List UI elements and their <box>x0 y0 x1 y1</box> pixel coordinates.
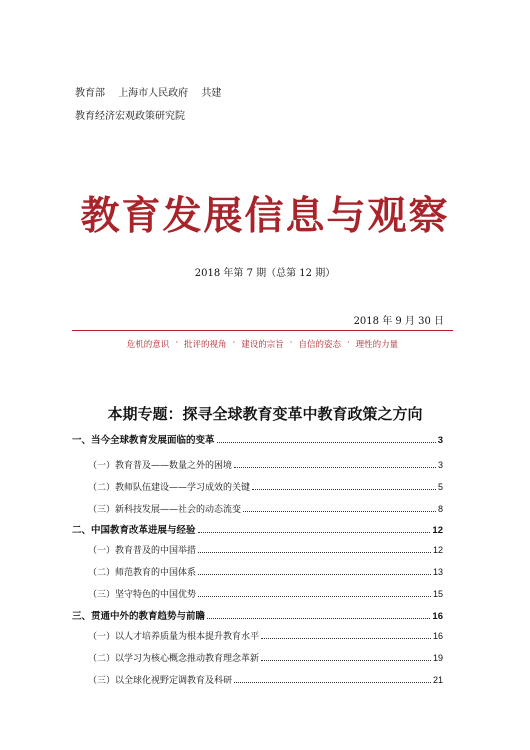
toc-entry-page: 3 <box>437 435 443 446</box>
co-built-label: 共建 <box>201 88 222 99</box>
toc-entry-title: （一）以人才培养质量为根本提升教育水平 <box>88 632 260 642</box>
sponsor-shanghai-gov: 上海市人民政府 <box>118 88 189 99</box>
toc-entry-title: 一、当今全球教育发展面临的变革 <box>72 435 215 446</box>
toc-entry-subsection[interactable] <box>72 629 443 642</box>
toc-entry-title: （三）坚守特色的中国优势 <box>88 590 197 600</box>
dot-leader <box>261 660 431 661</box>
toc-entry-title: 三、贯通中外的教育趋势与前瞻 <box>72 611 206 622</box>
toc-entry-subsection[interactable] <box>72 458 443 471</box>
dot-leader <box>234 682 431 683</box>
slogan-item: 危机的意识 <box>126 340 170 350</box>
separator-dot: · <box>232 338 236 348</box>
dot-leader <box>198 532 431 533</box>
dot-leader <box>243 511 436 512</box>
sponsors-line <box>75 84 231 99</box>
toc-entry-title: （二）师范教育的中国体系 <box>88 568 197 578</box>
toc-entry-page: 16 <box>432 631 443 641</box>
toc-entry-subsection[interactable] <box>72 543 443 556</box>
dot-leader <box>261 638 431 639</box>
toc-entry-page: 19 <box>432 653 443 663</box>
divider-rule <box>72 330 453 331</box>
issue-number: 2018 年第 7 期（总第 12 期） <box>194 268 336 279</box>
journal-title: 教育发展信息与观察 <box>80 193 450 239</box>
toc-entry-page: 16 <box>432 611 443 622</box>
toc-entry-subsection[interactable] <box>72 480 443 493</box>
toc-entry-page: 13 <box>432 567 443 577</box>
toc-entry-subsection[interactable] <box>72 651 443 664</box>
slogan-item: 理性的力量 <box>355 340 399 350</box>
dot-leader <box>234 467 436 468</box>
slogan-item: 批评的视角 <box>184 340 227 350</box>
toc-entry-page: 15 <box>432 589 443 599</box>
toc-entry-page: 12 <box>432 525 443 536</box>
toc-entry-title: （二）以学习为核心概念推动教育理念革新 <box>88 654 260 664</box>
toc-entry-section[interactable] <box>72 432 443 446</box>
toc-entry-title: 二、中国教育改革进展与经验 <box>72 525 196 536</box>
toc-entry-page: 3 <box>437 460 443 470</box>
dot-leader <box>198 574 431 575</box>
slogan-item: 建设的宗旨 <box>241 340 284 350</box>
issue-topic-heading: 本期专题：探寻全球教育变革中教育政策之方向 <box>107 405 423 423</box>
toc-entry-subsection[interactable] <box>72 673 443 686</box>
toc-entry-title: （三）以全球化视野定调教育及科研 <box>88 676 233 686</box>
toc-entry-subsection[interactable] <box>72 565 443 578</box>
slogan-item: 自信的姿态 <box>298 340 341 350</box>
toc-entry-subsection[interactable] <box>72 587 443 600</box>
slogan-line <box>72 338 453 350</box>
publication-date: 2018 年 9 月 30 日 <box>353 316 444 327</box>
toc-entry-page: 8 <box>437 504 443 514</box>
toc-entry-subsection[interactable] <box>72 502 443 515</box>
toc-entry-page: 12 <box>432 545 443 555</box>
toc-entry-section[interactable] <box>72 608 443 622</box>
dot-leader <box>207 618 430 619</box>
toc-entry-page: 21 <box>432 675 443 685</box>
toc-entry-title: （三）新科技发展——社会的动态流变 <box>88 505 242 515</box>
dot-leader <box>198 552 431 553</box>
toc-entry-section[interactable] <box>72 522 443 536</box>
separator-dot: · <box>346 338 350 348</box>
dot-leader <box>217 442 436 443</box>
separator-dot: · <box>175 338 179 348</box>
toc-entry-page: 5 <box>437 482 443 492</box>
dot-leader <box>198 596 431 597</box>
toc-entry-title: （一）教育普及的中国举措 <box>88 546 197 556</box>
institute-name: 教育经济宏观政策研究院 <box>75 111 185 122</box>
toc-entry-title: （一）教育普及——数量之外的困境 <box>88 461 233 471</box>
toc-entry-title: （二）教师队伍建设——学习成效的关键 <box>88 483 251 493</box>
separator-dot: · <box>289 338 293 348</box>
sponsor-moe: 教育部 <box>75 88 105 99</box>
dot-leader <box>252 489 436 490</box>
